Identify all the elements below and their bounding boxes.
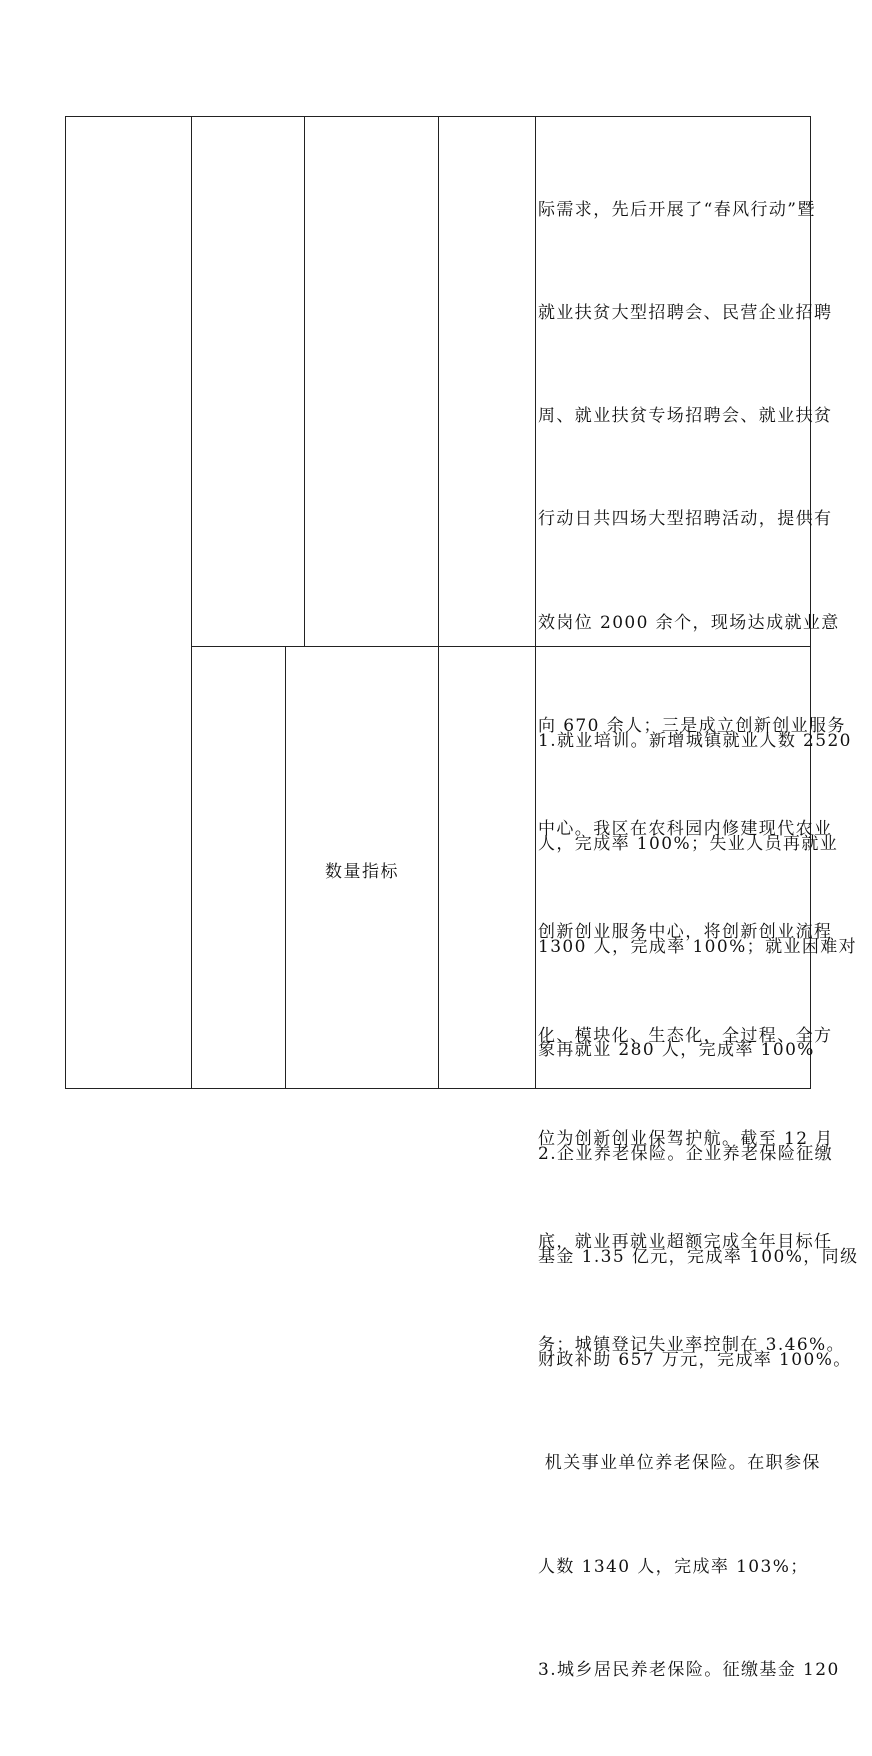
text-line: 3.城乡居民养老保险。征缴基金 120 [538, 1659, 840, 1680]
table-col-divider [304, 116, 305, 646]
text-line: 2.企业养老保险。企业养老保险征缴 [538, 1143, 834, 1164]
table-col-divider [438, 646, 439, 1089]
text-line: 人数 1340 人，完成率 103%； [538, 1556, 809, 1577]
text-line: 人，完成率 100%；失业人员再就业 [538, 834, 839, 855]
text-line: 1300 人，完成率 100%；就业困难对 [538, 937, 858, 958]
text-line: 位为创新创业保驾护航。截至 12 月 [538, 1128, 834, 1149]
text-line: 财政补助 657 万元，完成率 100%。 [538, 1350, 852, 1371]
text-line: 周、就业扶贫专场招聘会、就业扶贫 [538, 406, 833, 427]
text-line: 化、模块化、生态化，全过程、全方 [538, 1025, 833, 1046]
text-line: 1.就业培训。新增城镇就业人数 2520 [538, 730, 852, 751]
text-line: 就业扶贫大型招聘会、民营企业招聘 [538, 303, 833, 324]
text-line: 创新创业服务中心，将创新创业流程 [538, 922, 833, 943]
quantity-indicator-label: 数量指标 [325, 862, 399, 882]
row2-text-cell [538, 655, 858, 1756]
table-col-divider [191, 116, 192, 1089]
text-line: 向 670 余人；三是成立创新创业服务 [538, 715, 846, 736]
text-line: 际需求，先后开展了“春风行动”暨 [538, 199, 816, 220]
text-line: 底，就业再就业超额完成全年目标任 [538, 1232, 833, 1252]
text-line: 中心。我区在农科园内修建现代农业 [538, 819, 833, 840]
table-col-divider [535, 116, 536, 1089]
table-col-divider [438, 116, 439, 646]
text-line: 机关事业单位养老保险。在职参保 [538, 1453, 821, 1474]
text-line: 效岗位 2000 余个，现场达成就业意 [538, 612, 840, 633]
text-line: 象再就业 280 人，完成率 100% [538, 1040, 815, 1061]
text-line: 行动日共四场大型招聘活动，提供有 [538, 509, 833, 530]
text-line: 务；城镇登记失业率控制在 3.46%。 [538, 1335, 846, 1356]
text-line: 基金 1.35 亿元，完成率 100%，同级 [538, 1246, 859, 1267]
